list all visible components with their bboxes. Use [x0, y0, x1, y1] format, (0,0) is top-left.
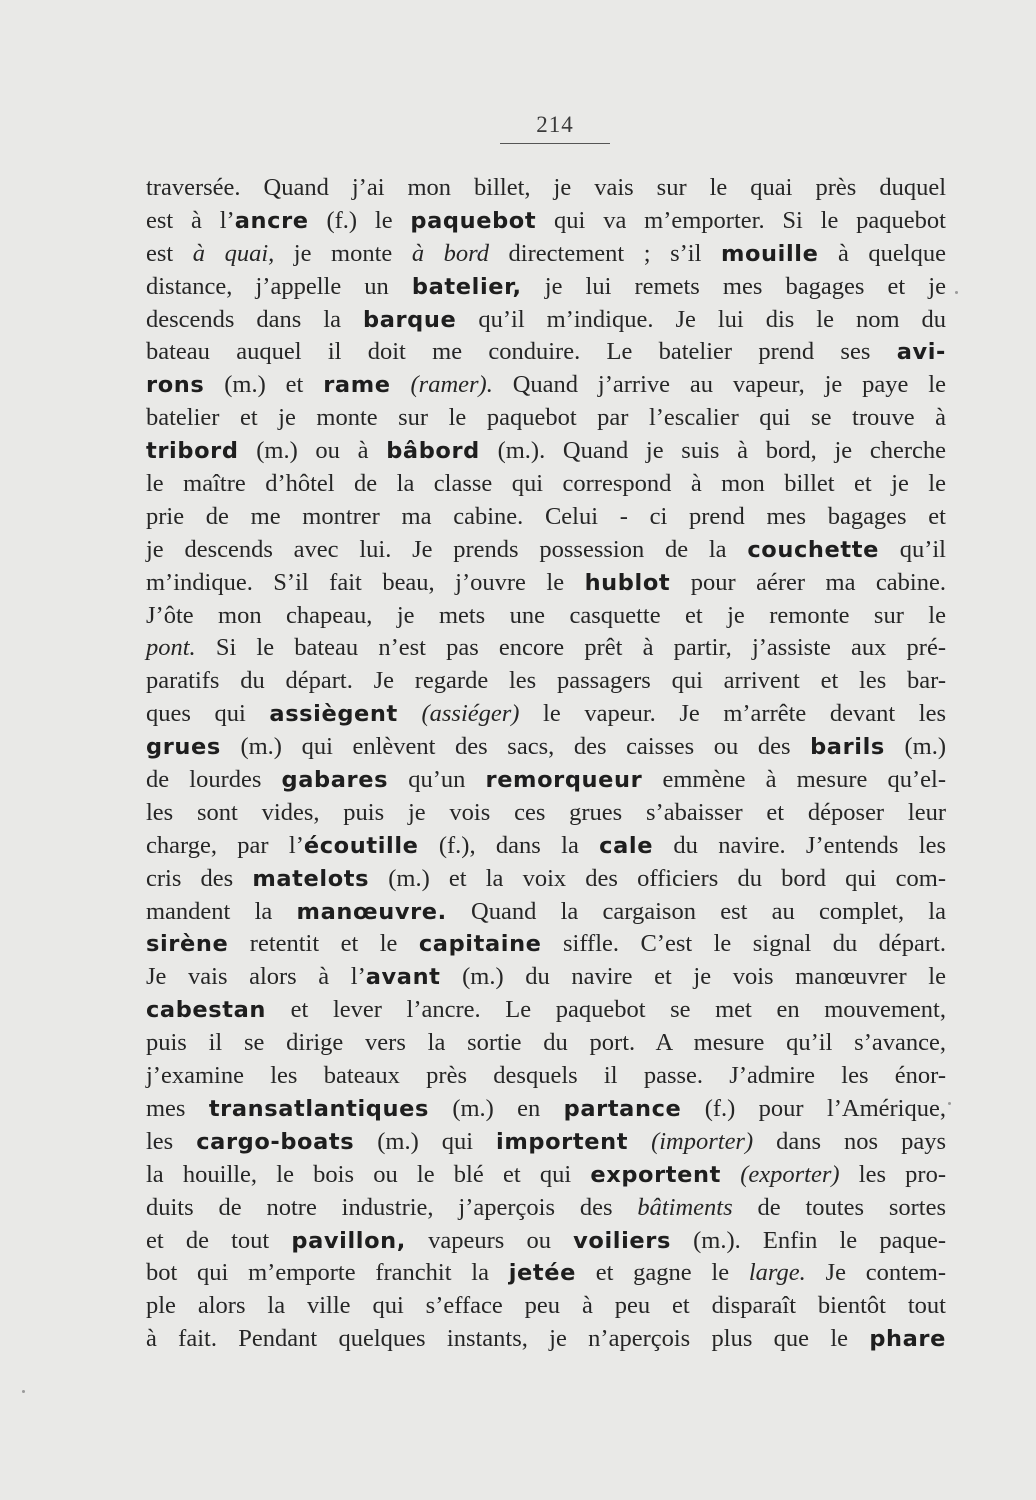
text-line	[146, 172, 946, 205]
italic-phrase: pont.	[146, 634, 196, 662]
text-line	[146, 468, 946, 501]
vocabulary-term: cale	[599, 832, 654, 859]
italic-phrase: (assiéger)	[421, 700, 520, 728]
text-run: Je vais alors à l’	[146, 963, 366, 991]
text-run: paratifs du départ. Je regarde les passagers qui arrivent et les bar-	[146, 667, 946, 695]
text-run: (m.). Enfin le paque-	[670, 1226, 946, 1254]
vocabulary-term: barils	[810, 734, 885, 761]
text-run: le maître d’hôtel de la classe qui correspond à mon billet et je le	[146, 470, 946, 498]
text-run: (f.), dans la	[418, 831, 600, 859]
vocabulary-term: grues	[146, 734, 221, 761]
text-run: Quand la cargaison est au complet, la	[446, 897, 946, 925]
text-run: qu’il m’indique. Je lui dis le nom du	[456, 305, 946, 333]
text-run: les pro-	[839, 1160, 946, 1188]
text-run: et lever l’ancre. Le paquebot se met en mouvement,	[266, 996, 946, 1024]
text-line	[146, 238, 946, 271]
text-run: les	[146, 1127, 197, 1155]
vocabulary-term: paquebot	[410, 207, 537, 234]
text-run: (m.) du navire et je vois manœuvrer le	[440, 963, 946, 991]
text-run	[398, 700, 422, 727]
text-line	[146, 731, 946, 764]
text-run: Si le bateau n’est pas encore prêt à partir, j’assiste aux pré-	[195, 634, 946, 662]
text-run: Quand j’arrive au vapeur, je paye le	[492, 371, 946, 399]
text-run: descends dans la	[146, 305, 363, 333]
text-run: bot qui m’emporte franchit la	[146, 1259, 509, 1287]
text-run: emmène à mesure qu’el-	[642, 766, 947, 794]
text-line	[146, 271, 946, 304]
text-run: qu’un	[388, 766, 486, 794]
text-line	[146, 1027, 946, 1060]
text-line	[146, 1126, 946, 1159]
vocabulary-term: phare	[869, 1326, 946, 1353]
text-line	[146, 435, 946, 468]
text-run: (m.) et la voix des officiers du bord qui com-	[369, 864, 946, 892]
text-line	[146, 665, 946, 698]
vocabulary-term: pavillon,	[291, 1227, 406, 1254]
text-line	[146, 896, 946, 929]
text-run: pour aérer ma cabine.	[670, 568, 946, 596]
text-line	[146, 961, 946, 994]
text-run: prie de me montrer ma cabine. Celui - ci prend mes bagages et	[146, 502, 946, 530]
italic-phrase: (ramer).	[410, 371, 493, 399]
text-line	[146, 336, 946, 369]
vocabulary-term: transatlantiques	[208, 1095, 429, 1122]
text-line	[146, 534, 946, 567]
vocabulary-term: batelier,	[411, 273, 522, 300]
text-run: J’ôte mon chapeau, je mets une casquette et je remonte sur le	[146, 601, 946, 629]
vocabulary-term: barque	[363, 306, 457, 333]
text-line	[146, 369, 946, 402]
text-line	[146, 863, 946, 896]
page-number-rule	[500, 143, 610, 144]
text-run	[721, 1161, 740, 1188]
vocabulary-term: partance	[563, 1095, 682, 1122]
text-run: (m.) qui	[354, 1127, 497, 1155]
vocabulary-term: importent	[496, 1128, 629, 1155]
text-line	[146, 1060, 946, 1093]
text-run: ques qui	[146, 700, 270, 728]
vocabulary-term: jetée	[508, 1260, 576, 1287]
text-run: dans nos pays	[753, 1127, 946, 1155]
text-run: de lourdes	[146, 766, 282, 794]
text-line	[146, 1257, 946, 1290]
text-run: distance, j’appelle un	[146, 272, 412, 300]
text-run: le vapeur. Je m’arrête devant les	[519, 700, 947, 728]
vocabulary-term: cargo-boats	[196, 1128, 355, 1155]
text-run: (m.) ou à	[238, 437, 387, 465]
vocabulary-term: cabestan	[146, 997, 267, 1024]
text-run: vapeurs ou	[405, 1226, 574, 1254]
paper-speck	[955, 291, 958, 294]
text-run: (f.) le	[308, 206, 411, 234]
text-line	[146, 797, 946, 830]
page-number: 214	[536, 112, 574, 137]
text-run: traversée. Quand j’ai mon billet, je vais sur le quai près duquel	[146, 174, 946, 201]
paper-speck	[948, 1102, 951, 1105]
text-run: (m.) qui enlèvent des sacs, des caisses ou des	[220, 733, 811, 761]
text-line	[146, 1323, 946, 1356]
text-run: à quelque	[818, 239, 946, 267]
text-line	[146, 1225, 946, 1258]
vocabulary-term: exportent	[590, 1161, 721, 1188]
text-run: charge, par l’	[146, 831, 304, 859]
text-run: (m.)	[884, 733, 947, 761]
vocabulary-term: capitaine	[418, 931, 542, 958]
italic-phrase: large.	[748, 1259, 806, 1287]
italic-phrase: (exporter)	[740, 1160, 840, 1188]
vocabulary-term: rame	[323, 372, 391, 399]
text-line	[146, 928, 946, 961]
text-run: du navire. J’entends les	[653, 831, 946, 859]
text-run: duits de notre industrie, j’aperçois des	[146, 1193, 638, 1221]
vocabulary-term: manœuvre.	[296, 898, 447, 925]
text-run: qui va m’emporter. Si le paquebot	[536, 206, 946, 234]
vocabulary-term: mouille	[720, 240, 819, 267]
text-run: de toutes sortes	[732, 1193, 946, 1221]
vocabulary-term: assiègent	[269, 701, 398, 728]
text-run: mandent la	[146, 897, 297, 925]
text-line	[146, 830, 946, 863]
italic-phrase: à quai,	[192, 239, 275, 267]
text-run: je monte	[274, 239, 412, 267]
text-run: mes	[146, 1094, 209, 1122]
vocabulary-term: rons	[146, 372, 205, 399]
text-run: retentit et le	[228, 930, 419, 958]
vocabulary-term: avant	[365, 964, 441, 991]
vocabulary-term: sirène	[146, 931, 229, 958]
vocabulary-term: bâbord	[386, 438, 480, 465]
vocabulary-term: avi-	[896, 339, 946, 366]
vocabulary-term: hublot	[584, 569, 671, 596]
text-run: j’examine les bateaux près desquels il passe. J’admire les énor-	[146, 1062, 946, 1090]
text-run: (m.). Quand je suis à bord, je cherche	[479, 437, 946, 465]
text-line	[146, 698, 946, 731]
text-run: la houille, le bois ou le blé et qui	[146, 1160, 591, 1188]
text-run: bateau auquel il doit me conduire. Le batelier prend ses	[146, 338, 897, 366]
vocabulary-term: matelots	[252, 865, 370, 892]
text-run: (m.) et	[204, 371, 324, 399]
text-run: m’indique. S’il fait beau, j’ouvre le	[146, 568, 585, 596]
text-run: à fait. Pendant quelques instants, je n’aperçois plus que le	[146, 1325, 870, 1353]
text-run	[391, 371, 411, 398]
text-line	[146, 304, 946, 337]
text-run: directement ; s’il	[489, 239, 721, 267]
text-run	[628, 1128, 651, 1155]
text-run: (m.) en	[428, 1094, 564, 1122]
text-line	[146, 1290, 946, 1323]
text-run: batelier et je monte sur le paquebot par l’escalier qui se trouve à	[146, 404, 946, 432]
text-line	[146, 501, 946, 534]
vocabulary-term: couchette	[747, 536, 879, 563]
italic-phrase: à bord	[411, 239, 489, 267]
text-run: est	[146, 239, 193, 267]
text-run: ple alors la ville qui s’efface peu à peu et disparaît bientôt tout	[146, 1292, 946, 1320]
text-run: (f.) pour l’Amérique,	[681, 1094, 946, 1122]
italic-phrase: (importer)	[651, 1127, 754, 1155]
vocabulary-term: écoutille	[303, 832, 419, 859]
vocabulary-term: remorqueur	[485, 767, 643, 794]
text-run: je lui remets mes bagages et je	[521, 272, 946, 300]
text-line	[146, 632, 946, 665]
body-text	[146, 172, 946, 1356]
text-run: je descends avec lui. Je prends possession de la	[146, 535, 748, 563]
text-line	[146, 994, 946, 1027]
text-line	[146, 1159, 946, 1192]
text-line	[146, 600, 946, 633]
text-run: les sont vides, puis je vois ces grues s’abaisser et déposer leur	[146, 798, 946, 826]
text-line	[146, 1192, 946, 1225]
text-line	[146, 402, 946, 435]
text-run: est à l’	[146, 206, 235, 234]
text-line	[146, 205, 946, 238]
paper-speck	[22, 1390, 25, 1393]
text-line	[146, 1093, 946, 1126]
text-run: et de tout	[146, 1226, 292, 1254]
text-line	[146, 567, 946, 600]
text-run: Je contem-	[805, 1259, 946, 1287]
vocabulary-term: tribord	[146, 438, 239, 465]
text-run: cris des	[146, 864, 253, 892]
vocabulary-term: gabares	[281, 767, 389, 794]
vocabulary-term: ancre	[234, 207, 309, 234]
text-run: puis il se dirige vers la sortie du port. A mesure qu’il s’avance,	[146, 1029, 946, 1057]
text-run: qu’il	[878, 535, 946, 563]
text-run: et gagne le	[575, 1259, 749, 1287]
text-line	[146, 764, 946, 797]
italic-phrase: bâtiments	[637, 1193, 733, 1221]
vocabulary-term: voiliers	[573, 1227, 671, 1254]
text-run: siffle. C’est le signal du départ.	[541, 930, 946, 958]
